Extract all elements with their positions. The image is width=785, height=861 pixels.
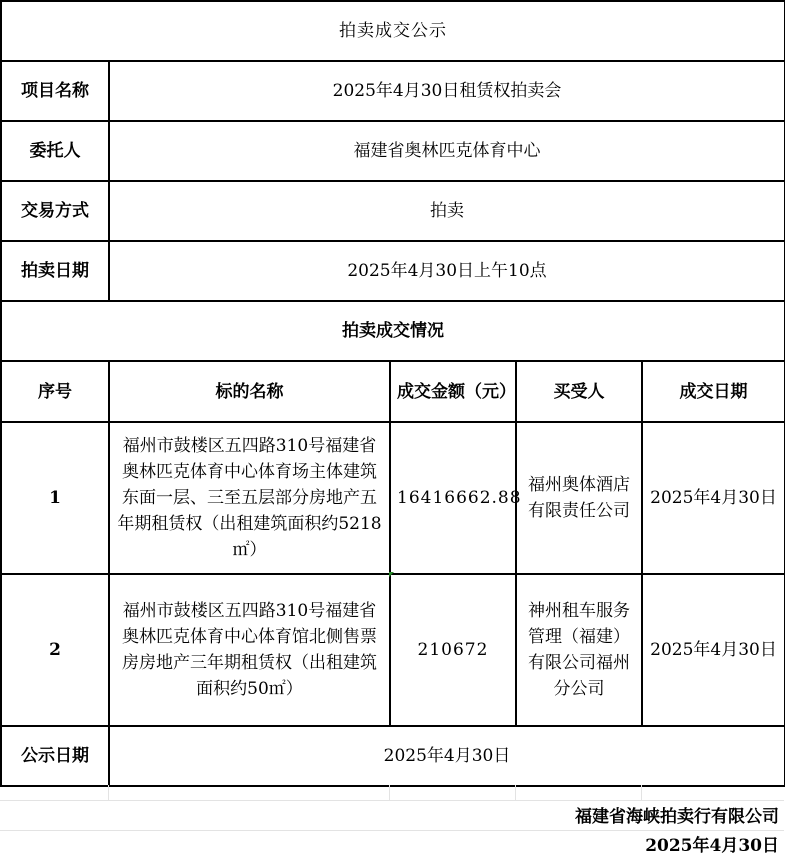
table-row	[1, 422, 785, 574]
announce-date-value: 2025年4月30日	[109, 726, 785, 786]
footer-company: 福建省海峡拍卖行有限公司	[0, 800, 784, 830]
row-no: 1	[1, 422, 109, 574]
column-header-item: 标的名称	[109, 361, 390, 422]
column-header-date: 成交日期	[642, 361, 785, 422]
grid-line	[108, 785, 109, 800]
trade-method-value: 拍卖	[109, 181, 785, 241]
footer-date: 2025年4月30日	[0, 830, 784, 861]
grid-line	[641, 785, 642, 800]
info-row-method	[1, 181, 785, 241]
grid-line	[389, 785, 390, 800]
info-row-client	[1, 121, 785, 181]
announce-row	[1, 726, 785, 786]
auction-date-label: 拍卖日期	[1, 241, 109, 301]
trade-method-label: 交易方式	[1, 181, 109, 241]
grid-line	[515, 785, 516, 800]
row-item: 福州市鼓楼区五四路310号福建省奥林匹克体育中心体育馆北侧售票房房地产三年期租赁权（出租建筑面积约50㎡）	[109, 574, 390, 726]
announce-date-label: 公示日期	[1, 726, 109, 786]
page-title: 拍卖成交公示	[1, 1, 785, 61]
info-row-project	[1, 61, 785, 121]
title-row	[1, 1, 785, 61]
section-row	[1, 301, 785, 361]
project-name-label: 项目名称	[1, 61, 109, 121]
auction-date-value: 2025年4月30日上午10点	[109, 241, 785, 301]
section-title: 拍卖成交情况	[1, 301, 785, 361]
table-row	[1, 574, 785, 726]
column-header-amount: 成交金额（元）	[390, 361, 516, 422]
client-value: 福建省奥林匹克体育中心	[109, 121, 785, 181]
row-amount: 16416662.88	[390, 422, 516, 574]
column-header-row	[1, 361, 785, 422]
info-row-date	[1, 241, 785, 301]
row-date: 2025年4月30日	[642, 422, 785, 574]
client-label: 委托人	[1, 121, 109, 181]
row-no: 2	[1, 574, 109, 726]
project-name-value: 2025年4月30日租赁权拍卖会	[109, 61, 785, 121]
column-header-buyer: 买受人	[516, 361, 642, 422]
row-amount: 210672	[390, 574, 516, 726]
row-buyer: 福州奥体酒店有限责任公司	[516, 422, 642, 574]
cell-marker	[389, 572, 394, 577]
row-item: 福州市鼓楼区五四路310号福建省奥林匹克体育中心体育场主体建筑东面一层、三至五层部分房地产五年期租赁权（出租建筑面积约5218㎡）	[109, 422, 390, 574]
row-date: 2025年4月30日	[642, 574, 785, 726]
column-header-no: 序号	[1, 361, 109, 422]
row-buyer: 神州租车服务管理（福建）有限公司福州分公司	[516, 574, 642, 726]
